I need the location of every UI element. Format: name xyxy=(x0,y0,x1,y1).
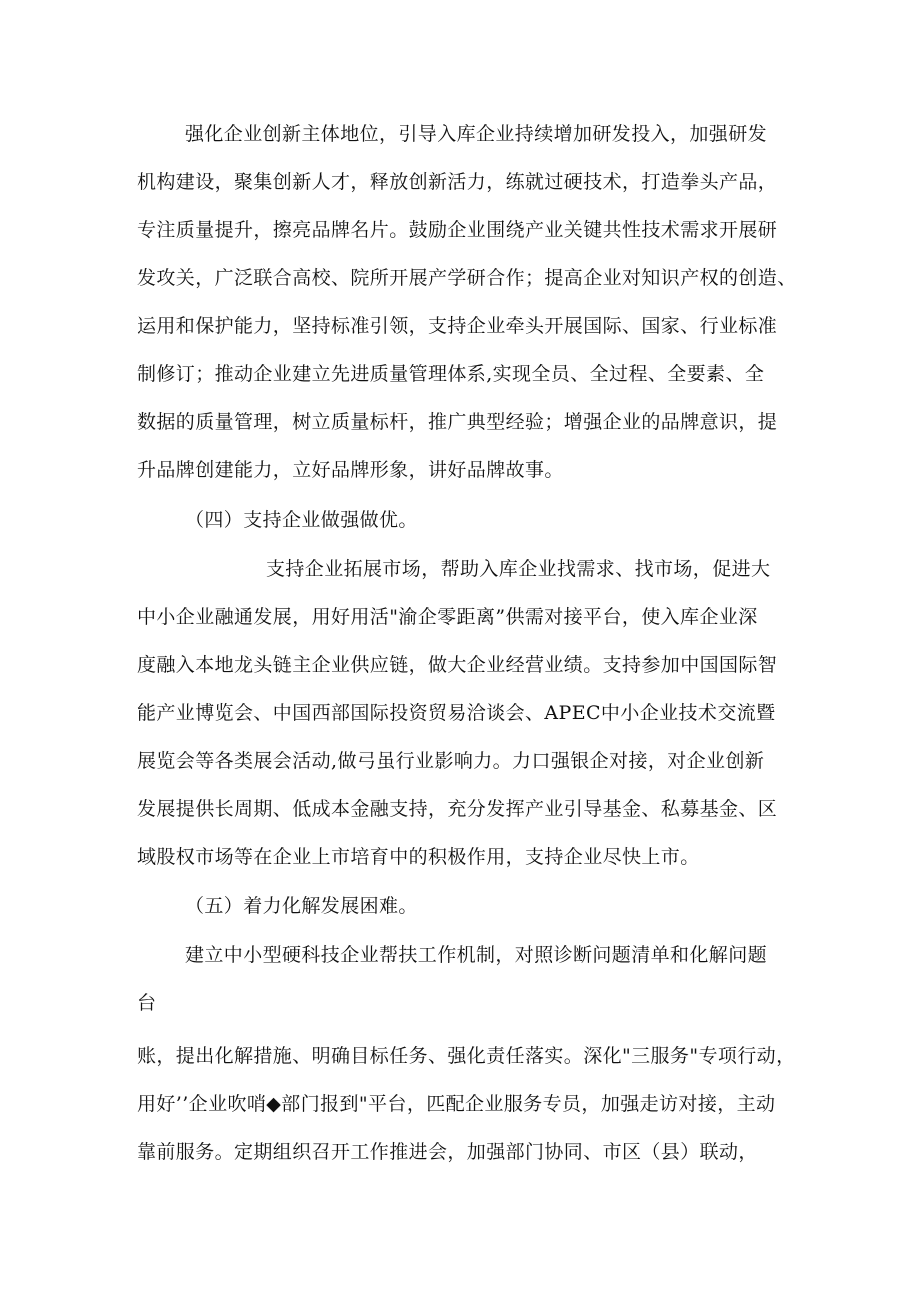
paragraph-line: 发攻关，广泛联合高校、院所开展产学研合作；提高企业对知识产权的创造、 xyxy=(137,267,797,289)
paragraph-line: 支持企业拓展市场，帮助入库企业找需求、找市场，促进大 xyxy=(266,558,771,580)
paragraph-line: 靠前服务。定期组织召开工作推进会，加强部门协同、市区（县）联动， xyxy=(137,1141,758,1163)
paragraph-line: 账，提出化解措施、明确目标任务、强化责任落实。深化"三服务"专项行动， xyxy=(137,1045,796,1067)
paragraph-line: 台 xyxy=(137,992,157,1014)
paragraph-line: 用好’’企业吹哨◆部门报到"平台，匹配企业服务专员，加强走访对接，主动 xyxy=(137,1093,776,1115)
paragraph-line: 展览会等各类展会活动,做弓虽行业影响力。力口强银企对接，对企业创新 xyxy=(137,750,765,772)
paragraph-line: 能产业博览会、中国西部国际投资贸易洽谈会、APEC中小企业技术交流暨 xyxy=(137,702,776,724)
paragraph-line: 中小企业融通发展，用好用活"渝企零距离”供需对接平台，使入库企业深 xyxy=(137,606,758,628)
paragraph-line: 运用和保护能力，坚持标准引领，支持企业牵头开展国际、国家、行业标准 xyxy=(137,315,778,337)
section-heading: （四）支持企业做强做优。 xyxy=(185,509,418,531)
paragraph-line: 域股权市场等在企业上市培育中的积极作用，支持企业尽快上市。 xyxy=(137,846,700,868)
paragraph-line: 制修订；推动企业建立先进质量管理体系,实现全员、全过程、全要素、全 xyxy=(137,363,765,385)
paragraph-line: 强化企业创新主体地位，引导入库企业持续增加研发投入，加强研发 xyxy=(185,123,768,145)
paragraph-line: 度融入本地龙头链主企业供应链，做大企业经营业绩。支持参加中国国际智 xyxy=(137,654,778,676)
section-heading: （五）着力化解发展困难。 xyxy=(185,895,418,917)
paragraph-line: 发展提供长周期、低成本金融支持，充分发挥产业引导基金、私募基金、区 xyxy=(137,798,778,820)
paragraph-line: 升品牌创建能力，立好品牌形象，讲好品牌故事。 xyxy=(137,459,564,481)
paragraph-line: 建立中小型硬科技企业帮扶工作机制，对照诊断问题清单和化解问题 xyxy=(185,944,768,966)
paragraph-line: 专注质量提升，擦亮品牌名片。鼓励企业围绕产业关键共性技术需求开展研 xyxy=(137,219,778,241)
paragraph-line: 数据的质量管理，树立质量标杆，推广典型经验；增强企业的品牌意识，提 xyxy=(137,411,778,433)
paragraph-line: 机构建设，聚集创新人才，释放创新活力，练就过硬技术，打造拳头产品， xyxy=(137,171,778,193)
